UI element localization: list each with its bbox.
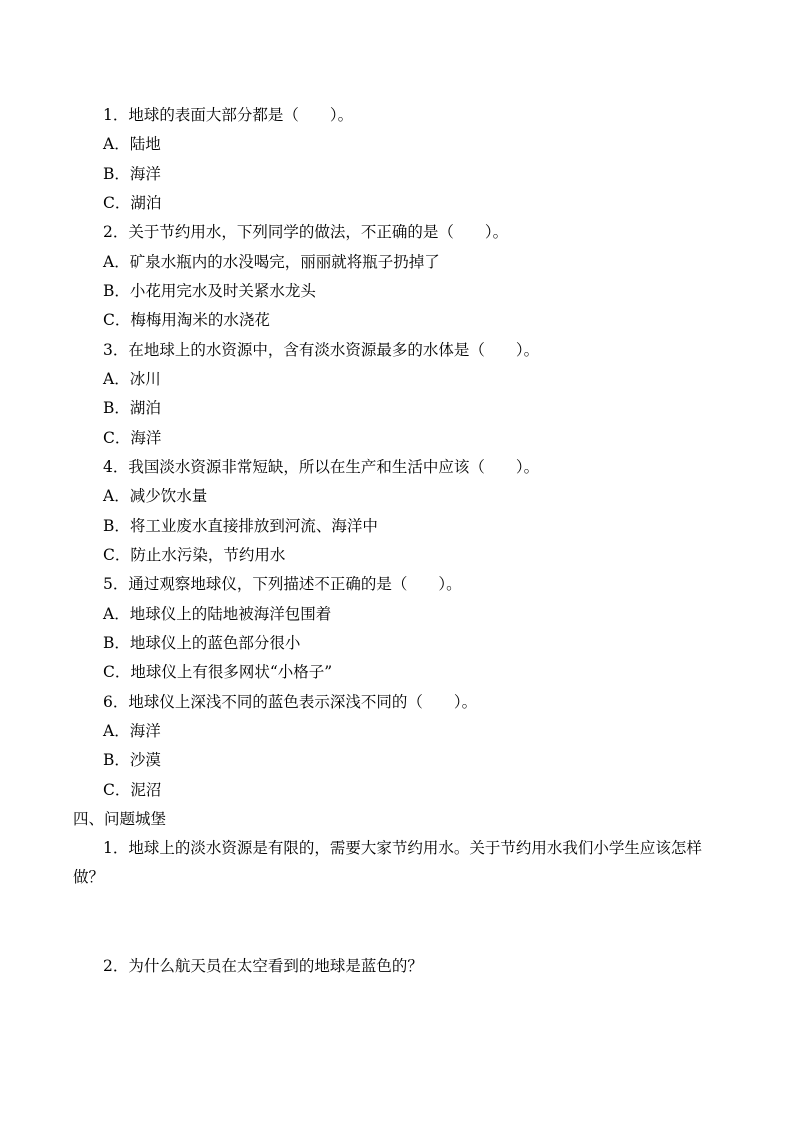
question-6-option-b: B．沙漠 xyxy=(103,751,161,769)
question-5-option-b: B．地球仪上的蓝色部分很小 xyxy=(103,634,301,652)
question-3-stem: 3．在地球上的水资源中，含有淡水资源最多的水体是（ ）。 xyxy=(103,341,540,359)
question-2-option-b: B．小花用完水及时关紧水龙头 xyxy=(103,282,316,300)
question-1-stem: 1．地球的表面大部分都是（ ）。 xyxy=(103,106,354,124)
question-5-stem: 5．通过观察地球仪，下列描述不正确的是（ ）。 xyxy=(103,575,462,593)
open-question-1-line-2: 做？ xyxy=(73,868,105,886)
open-question-1-line-1: 1．地球上的淡水资源是有限的，需要大家节约用水。关于节约用水我们小学生应该怎样 xyxy=(103,839,702,857)
question-5-option-c: C．地球仪上有很多网状“小格子” xyxy=(103,663,333,681)
question-4-option-a: A．减少饮水量 xyxy=(103,487,208,505)
question-3-option-b: B．湖泊 xyxy=(103,399,161,417)
question-2-option-a: A．矿泉水瓶内的水没喝完，丽丽就将瓶子扔掉了 xyxy=(103,253,440,271)
question-2-option-c: C．梅梅用淘米的水浇花 xyxy=(103,311,270,329)
section-4-heading: 四、问题城堡 xyxy=(73,810,167,828)
question-1-option-c: C．湖泊 xyxy=(103,194,162,212)
open-question-2: 2．为什么航天员在太空看到的地球是蓝色的？ xyxy=(103,957,423,975)
question-4-option-c: C．防止水污染，节约用水 xyxy=(103,546,286,564)
question-3-option-a: A．冰川 xyxy=(103,370,161,388)
question-1-option-a: A．陆地 xyxy=(103,135,161,153)
question-2-stem: 2．关于节约用水，下列同学的做法，不正确的是（ ）。 xyxy=(103,223,509,241)
question-5-option-a: A．地球仪上的陆地被海洋包围着 xyxy=(103,605,332,623)
question-4-option-b: B．将工业废水直接排放到河流、海洋中 xyxy=(103,517,378,535)
question-1-option-b: B．海洋 xyxy=(103,165,161,183)
question-4-stem: 4．我国淡水资源非常短缺，所以在生产和生活中应该（ ）。 xyxy=(103,458,540,476)
question-6-option-c: C．泥沼 xyxy=(103,781,162,799)
question-6-stem: 6．地球仪上深浅不同的蓝色表示深浅不同的（ ）。 xyxy=(103,693,478,711)
question-3-option-c: C．海洋 xyxy=(103,429,162,447)
question-6-option-a: A．海洋 xyxy=(103,722,161,740)
